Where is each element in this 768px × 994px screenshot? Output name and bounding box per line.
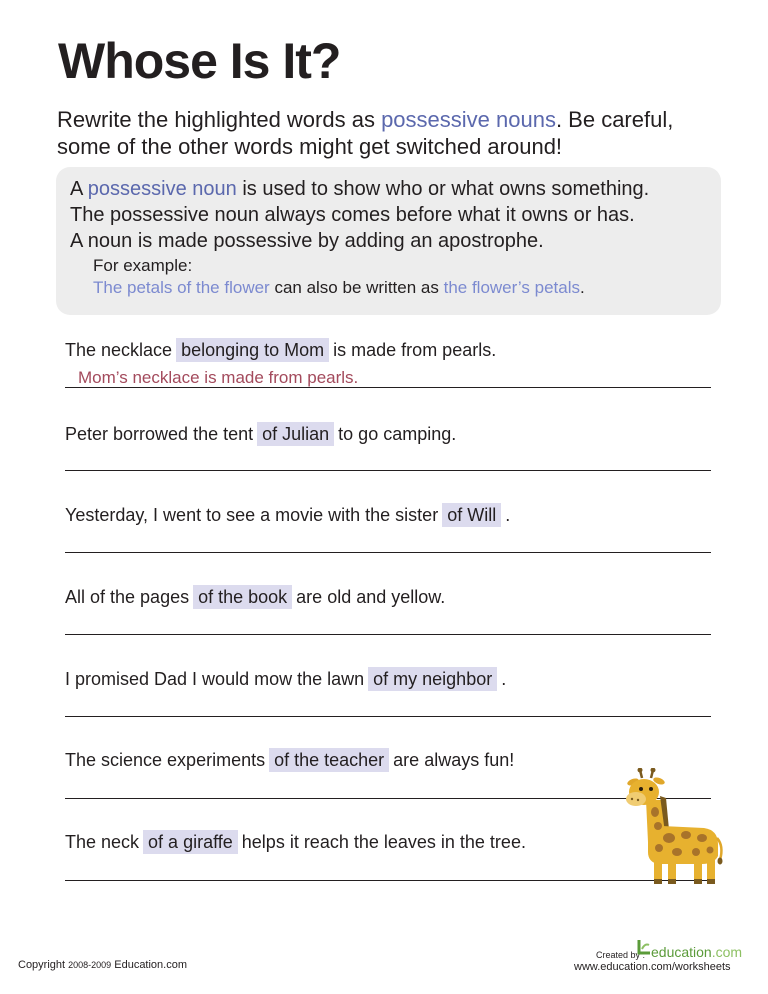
- highlighted-phrase: of Julian: [257, 422, 334, 446]
- sentence-start: The neck: [65, 832, 140, 852]
- brand-name: education: [651, 944, 712, 960]
- question-sentence: [65, 584, 445, 610]
- example-possessive: the flower’s petals: [443, 278, 580, 297]
- highlighted-phrase: of my neighbor: [368, 667, 497, 691]
- answer-line[interactable]: [65, 470, 711, 471]
- example-original: The petals of the flower: [93, 278, 270, 297]
- brand-tld: .com: [711, 944, 743, 960]
- credit-block: [574, 944, 760, 980]
- sentence-end: to go camping.: [338, 424, 457, 444]
- sentence-end: helps it reach the leaves in the tree.: [241, 832, 526, 852]
- question-sentence: [65, 502, 510, 528]
- copyright-years: 2008-2009: [68, 960, 112, 970]
- definition-highlight: possessive noun: [87, 178, 237, 200]
- definition-line-1: [70, 176, 649, 202]
- answer-text: Mom’s necklace is made from pearls.: [78, 368, 359, 387]
- highlighted-phrase: of Will: [442, 503, 501, 527]
- question-sentence: [65, 421, 456, 447]
- definition-line-2: The possessive noun always comes before what it owns or has.: [70, 204, 635, 226]
- copyright-owner: Education.com: [111, 959, 188, 971]
- instructions-highlight: possessive nouns: [381, 107, 556, 132]
- example-period: .: [579, 278, 585, 297]
- definition-text-end: is used to show who or what owns something.: [236, 178, 650, 200]
- highlighted-phrase: belonging to Mom: [176, 338, 329, 362]
- giraffe-illustration: [614, 768, 726, 886]
- instructions-text-end: . Be careful,: [555, 107, 674, 132]
- sentence-end: are old and yellow.: [296, 587, 446, 607]
- sentence-start: Yesterday, I went to see a movie with the sister: [65, 505, 439, 525]
- answer-line[interactable]: [65, 634, 711, 635]
- sentence-end: are always fun!: [393, 750, 515, 770]
- copyright: [18, 959, 187, 971]
- highlighted-phrase: of the teacher: [269, 748, 389, 772]
- education-logo-icon: [636, 938, 652, 956]
- question-sentence: [65, 666, 506, 692]
- answer-line[interactable]: [65, 716, 711, 717]
- question-sentence: [65, 829, 526, 855]
- sentence-start: The necklace: [65, 340, 173, 360]
- copyright-text: Copyright: [18, 959, 69, 971]
- highlighted-phrase: of a giraffe: [143, 830, 238, 854]
- created-by-label: Created by :: [596, 950, 646, 960]
- instructions-line2: some of the other words might get switched around!: [57, 134, 563, 159]
- example-sentence: [93, 277, 585, 299]
- answer-line[interactable]: [65, 552, 711, 553]
- sentence-end: .: [505, 505, 511, 525]
- sentence-start: The science experiments: [65, 750, 266, 770]
- education-brand[interactable]: [651, 944, 742, 960]
- question-sentence: [65, 747, 514, 773]
- instructions: [57, 106, 727, 160]
- question-sentence: [65, 337, 496, 363]
- sentence-end: is made from pearls.: [333, 340, 497, 360]
- definition-box: [56, 167, 721, 315]
- answer-line[interactable]: [65, 387, 711, 388]
- sentence-start: All of the pages: [65, 587, 190, 607]
- example-label: For example:: [93, 256, 193, 275]
- sentence-end: .: [501, 669, 507, 689]
- highlighted-phrase: of the book: [193, 585, 292, 609]
- worksheets-url[interactable]: www.education.com/worksheets: [574, 961, 731, 973]
- sentence-start: Peter borrowed the tent: [65, 424, 254, 444]
- definition-text: A: [70, 178, 88, 200]
- sentence-start: I promised Dad I would mow the lawn: [65, 669, 365, 689]
- instructions-text: Rewrite the highlighted words as: [57, 107, 382, 132]
- example-connector: can also be written as: [269, 278, 444, 297]
- page-title: Whose Is It?: [58, 33, 341, 89]
- definition-line-3: A noun is made possessive by adding an apostrophe.: [70, 230, 544, 252]
